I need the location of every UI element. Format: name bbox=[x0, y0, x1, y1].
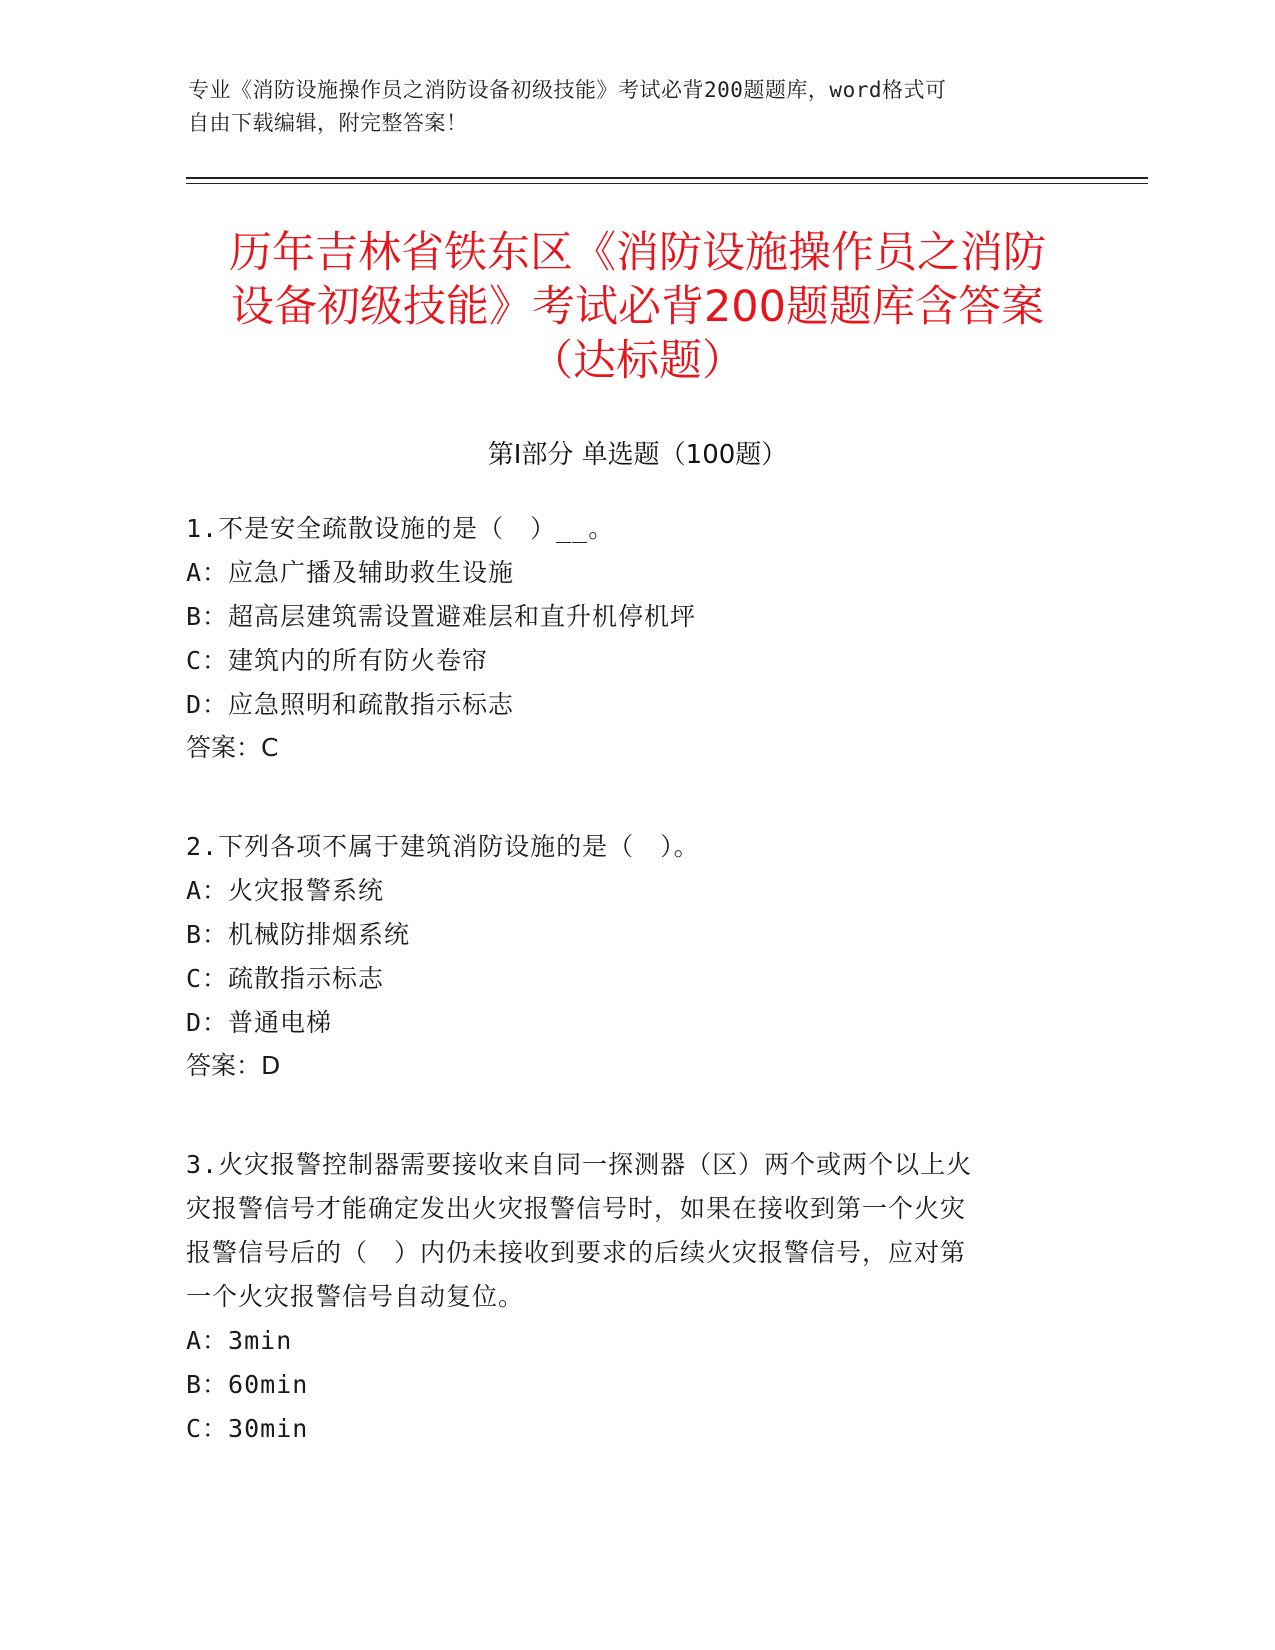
question-2-option-b: B：机械防排烟系统 bbox=[186, 920, 411, 949]
header-divider-thick bbox=[186, 177, 1148, 179]
question-3-stem-line-2: 灾报警信号才能确定发出火灾报警信号时，如果在接收到第一个火灾 bbox=[186, 1194, 967, 1223]
question-3-option-b: B：60min bbox=[186, 1370, 309, 1399]
title-line-3: （达标题） bbox=[530, 336, 745, 386]
question-2-stem: 2.下列各项不属于建筑消防设施的是（ ）。 bbox=[186, 832, 700, 861]
question-1-option-b: B：超高层建筑需设置避难层和直升机停机坪 bbox=[186, 602, 697, 631]
header-divider-thin bbox=[186, 183, 1148, 184]
header-note bbox=[188, 74, 1068, 140]
question-2-option-d: D：普通电梯 bbox=[186, 1008, 333, 1037]
question-2-option-c: C：疏散指示标志 bbox=[186, 964, 385, 993]
question-1-option-d: D：应急照明和疏散指示标志 bbox=[186, 690, 515, 719]
title-line-2: 设备初级技能》考试必背200题题库含答案 bbox=[230, 282, 1045, 332]
title-line-1: 历年吉林省铁东区《消防设施操作员之消防 bbox=[229, 228, 1046, 278]
question-3-option-a: A：3min bbox=[186, 1326, 293, 1355]
question-3-stem-line-4: 一个火灾报警信号自动复位。 bbox=[186, 1282, 525, 1311]
question-2-option-a: A：火灾报警系统 bbox=[186, 876, 385, 905]
question-3-stem-line-3: 报警信号后的（ ）内仍未接收到要求的后续火灾报警信号，应对第 bbox=[186, 1238, 967, 1267]
header-note-line-2: 自由下载编辑，附完整答案！ bbox=[188, 111, 468, 135]
header-note-line-1: 专业《消防设施操作员之消防设备初级技能》考试必背200题题库，word格式可 bbox=[188, 78, 947, 102]
question-2-answer: 答案：D bbox=[186, 1051, 281, 1080]
document-title bbox=[150, 226, 1125, 388]
question-1-option-c: C：建筑内的所有防火卷帘 bbox=[186, 646, 489, 675]
question-1-answer: 答案：C bbox=[186, 733, 279, 762]
section-title: 第Ⅰ部分 单选题（100题） bbox=[487, 440, 788, 470]
question-1-stem: 1.不是安全疏散设施的是（ ）__。 bbox=[186, 514, 615, 543]
question-3-option-c: C：30min bbox=[186, 1414, 309, 1443]
question-1-option-a: A：应急广播及辅助救生设施 bbox=[186, 558, 515, 587]
question-3-stem-line-1: 3.火灾报警控制器需要接收来自同一探测器（区）两个或两个以上火 bbox=[186, 1150, 973, 1179]
